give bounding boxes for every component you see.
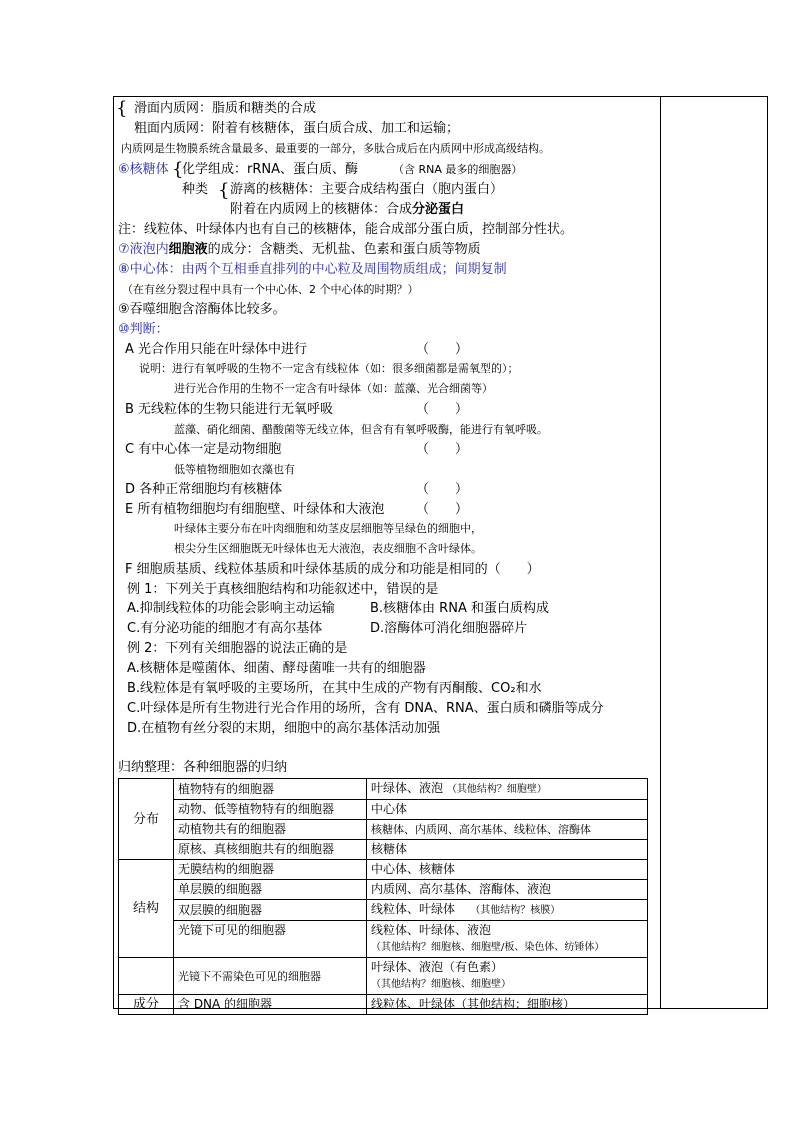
summary-title: 归纳整理：各种细胞器的归纳	[118, 760, 288, 775]
judge-a-note2: 进行光合作用的生物不一定含有叶绿体（如：蓝藻、光合细菌等）	[174, 382, 493, 395]
vacuole-bold: 细胞液	[168, 242, 208, 257]
example2-b: B.线粒体是有氧呼吸的主要场所，在其中生成的产物有丙酮酸、CO₂和水	[127, 681, 542, 696]
example1-d: D.溶酶体可消化细胞器碎片	[370, 621, 528, 636]
row-name: 含 DNA 的细胞器	[174, 995, 367, 1015]
judge-d: D 各种正常细胞均有核糖体	[125, 482, 283, 497]
lysosome-line: ⑨吞噬细胞含溶酶体比较多。	[118, 302, 286, 317]
judge-e: E 所有植物细胞均有细胞壁、叶绿体和大液泡	[125, 502, 385, 517]
row-value: 内质网、高尔基体、溶酶体、液泡	[367, 880, 648, 900]
row-note: （其他结构？细胞核、细胞壁）	[371, 979, 511, 990]
judge-a-blank: （ ）	[416, 342, 469, 357]
row-name: 植物特有的细胞器	[174, 779, 367, 800]
category-empty	[119, 958, 174, 995]
table-row	[119, 900, 648, 921]
example2-question: 例 2：下列有关细胞器的说法正确的是	[127, 641, 348, 656]
row-value-text: 线粒体、叶绿体、液泡	[371, 923, 492, 937]
ribosome-bound-bold: 分泌蛋白	[412, 202, 465, 217]
row-value	[367, 921, 648, 958]
row-note: （其他结构？细胞壁）	[446, 784, 547, 795]
judge-a-note1: 说明：进行有氧呼吸的生物不一定含有线粒体（如：很多细菌都是需氧型的）；	[139, 362, 519, 375]
ribosome-label: ⑥核糖体	[118, 162, 169, 177]
brace-er: {	[116, 98, 128, 119]
judge-title: ⑩判断：	[118, 322, 169, 337]
vacuole-prefix: ⑦液泡内	[118, 242, 169, 257]
vacuole-line	[118, 243, 481, 256]
vacuole-suffix: 的成分：含糖类、无机盐、色素和蛋白质等物质	[207, 242, 481, 257]
table-row	[119, 779, 648, 800]
row-value	[367, 958, 648, 995]
table-row	[119, 995, 648, 1015]
example2-d: D.在植物有丝分裂的末期，细胞中的高尔基体活动加强	[127, 721, 441, 736]
ribosome-bound	[230, 203, 464, 216]
judge-a: A 光合作用只能在叶绿体中进行	[125, 342, 308, 357]
judge-f: F 细胞质基质、线粒体基质和叶绿体基质的成分和功能是相同的（ ）	[125, 562, 540, 577]
row-name: 动物、低等植物特有的细胞器	[174, 800, 367, 820]
judge-c: C 有中心体一定是动物细胞	[125, 442, 282, 457]
er-note: 内质网是生物膜系统含量最多、最重要的一部分，多肽合成后在内质网中形成高级结构。	[121, 142, 550, 155]
judge-c-note: 低等植物细胞如衣藻也有	[174, 463, 295, 476]
organelle-table	[118, 778, 648, 1015]
row-name: 无膜结构的细胞器	[174, 860, 367, 880]
column-divider	[660, 96, 661, 1009]
judge-e-note1: 叶绿体主要分布在叶肉细胞和幼茎皮层细胞等呈绿色的细胞中，	[174, 522, 482, 535]
example1-c: C.有分泌功能的细胞才有高尔基体	[127, 621, 323, 636]
table-row	[119, 820, 648, 840]
row-value	[367, 900, 648, 921]
row-note: （其他结构？核膜）	[470, 905, 561, 916]
ribosome-free: 游离的核糖体：主要合成结构蛋白（胞内蛋白）	[230, 182, 504, 197]
judge-b-blank: （ ）	[416, 402, 469, 417]
note-line: 注：线粒体、叶绿体内也有自己的核糖体，能合成部分蛋白质，控制部分性状。	[118, 222, 574, 237]
ribosome-bound-prefix: 附着在内质网上的核糖体：合成	[230, 202, 413, 217]
row-name: 双层膜的细胞器	[174, 900, 367, 921]
category-structure: 结构	[119, 860, 174, 958]
row-name: 光镜下可见的细胞器	[174, 921, 367, 958]
row-value: 中心体	[367, 800, 648, 820]
ribosome-kind-label: 种类	[182, 182, 209, 197]
table-row	[119, 800, 648, 820]
example1-question: 例 1：下列关于真核细胞结构和功能叙述中，错误的是	[127, 582, 439, 597]
table-row	[119, 958, 648, 995]
er-rough: 粗面内质网：附着有核糖体，蛋白质合成、加工和运输；	[134, 121, 460, 136]
row-name: 原核、真核细胞共有的细胞器	[174, 840, 367, 860]
brace-ribosome: {	[172, 159, 184, 180]
row-value-text: 叶绿体、液泡	[371, 781, 444, 795]
judge-b: B 无线粒体的生物只能进行无氧呼吸	[125, 402, 334, 417]
table-row	[119, 921, 648, 958]
row-note: （其他结构？细胞核、细胞壁/板、染色体、纺锤体）	[371, 942, 605, 953]
centrosome-question: （在有丝分裂过程中具有一个中心体、2 个中心体的时期？）	[122, 283, 419, 296]
ribosome-composition-note: （含 RNA 最多的细胞器）	[393, 163, 523, 176]
row-value: 线粒体、叶绿体（其他结构：细胞核）	[367, 995, 648, 1015]
er-smooth: 滑面内质网：脂质和糖类的合成	[134, 101, 317, 116]
row-name: 单层膜的细胞器	[174, 880, 367, 900]
example1-a: A.抑制线粒体的功能会影响主动运输	[127, 601, 335, 616]
centrosome-line: ⑧中心体：由两个互相垂直排列的中心粒及周围物质组成；间期复制	[118, 262, 507, 277]
example2-c: C.叶绿体是所有生物进行光合作用的场所，含有 DNA、RNA、蛋白质和磷脂等成分	[127, 701, 604, 716]
example2-a: A.核糖体是噬菌体、细菌、酵母菌唯一共有的细胞器	[127, 661, 426, 676]
row-value: 核糖体、内质网、高尔基体、线粒体、溶酶体	[367, 820, 648, 840]
ribosome-composition: 化学组成：rRNA、蛋白质、酶	[182, 162, 358, 177]
judge-c-blank: （ ）	[416, 442, 469, 457]
row-value: 核糖体	[367, 840, 648, 860]
row-value-text: 叶绿体、液泡（有色素）	[371, 960, 504, 974]
judge-b-note: 蓝藻、硝化细菌、醋酸菌等无线立体，但含有有氧呼吸酶，能进行有氧呼吸。	[174, 423, 548, 436]
judge-e-note2: 根尖分生区细胞既无叶绿体也无大液泡，表皮细胞不含叶绿体。	[174, 542, 482, 555]
table-row	[119, 860, 648, 880]
example1-b: B.核糖体由 RNA 和蛋白质构成	[370, 601, 549, 616]
category-distribution: 分布	[119, 779, 174, 860]
judge-e-blank: （ ）	[416, 502, 469, 517]
row-value-text: 线粒体、叶绿体	[371, 902, 456, 916]
row-value: 中心体、核糖体	[367, 860, 648, 880]
brace-kind: {	[218, 180, 230, 201]
category-composition: 成分	[119, 995, 174, 1015]
judge-d-blank: （ ）	[416, 482, 469, 497]
row-name: 光镜下不需染色可见的细胞器	[174, 958, 367, 995]
table-row	[119, 880, 648, 900]
row-value	[367, 779, 648, 800]
table-row	[119, 840, 648, 860]
row-name: 动植物共有的细胞器	[174, 820, 367, 840]
